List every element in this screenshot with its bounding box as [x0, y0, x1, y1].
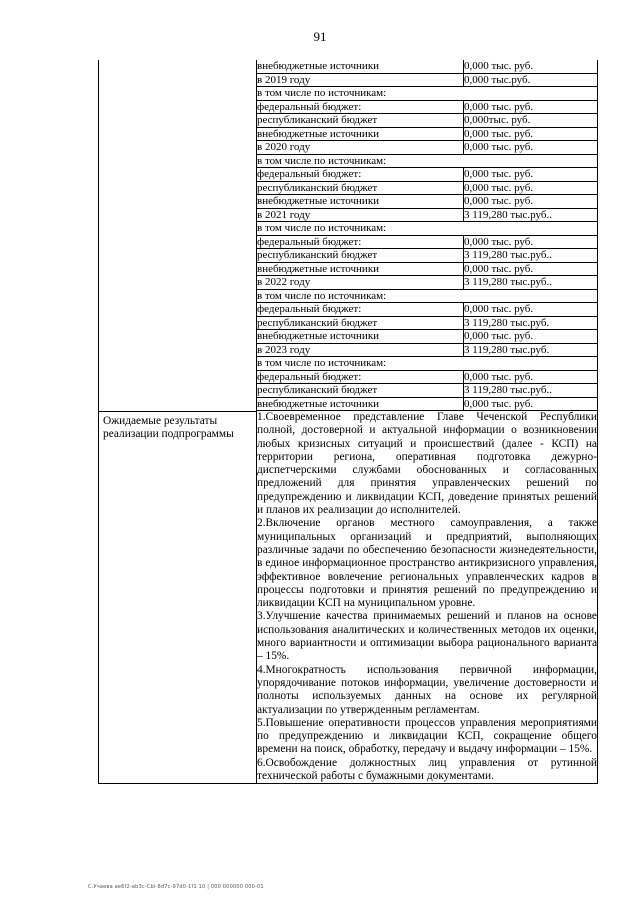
result-item: 6.Освобождение должностных лиц управления от рутинной технической работы с бумажными документами. — [257, 756, 597, 783]
funding-row-label: внебюджетные источники — [257, 60, 464, 73]
funding-row-label: в 2021 году — [257, 208, 464, 222]
funding-row-label: федеральный бюджет: — [257, 235, 464, 249]
funding-row — [257, 330, 597, 344]
funding-row — [257, 154, 597, 168]
footer-note: С.Учаева ae6f2-ab3c-Cbl-8d7c-97d0-1f1 10 | 000 000000 000-01 — [88, 884, 264, 890]
funding-row — [257, 222, 597, 236]
funding-label-cell — [99, 60, 257, 411]
funding-row — [257, 127, 597, 141]
funding-row-label: в том числе по источникам: — [257, 154, 597, 168]
funding-row-value: 3 119,280 тыс.руб. — [464, 343, 598, 357]
funding-row-label: республиканский бюджет — [257, 316, 464, 330]
funding-row — [257, 181, 597, 195]
funding-row-label: в 2020 году — [257, 141, 464, 155]
funding-row-value: 0,000 тыс. руб. — [464, 141, 598, 155]
program-table — [98, 60, 598, 784]
funding-row-value: 0,000 тыс. руб. — [464, 168, 598, 182]
funding-row-value: 3 119,280 тыс.руб. — [464, 316, 598, 330]
funding-row-value: 0,000 тыс. руб. — [464, 60, 598, 73]
funding-cell — [257, 60, 598, 411]
funding-row-value: 0,000 тыс. руб. — [464, 100, 598, 114]
funding-row — [257, 208, 597, 222]
funding-row-label: в 2023 году — [257, 343, 464, 357]
funding-row-label: внебюджетные источники — [257, 397, 464, 411]
funding-row-label: республиканский бюджет — [257, 181, 464, 195]
funding-row-label: в том числе по источникам: — [257, 222, 597, 236]
funding-row-label: республиканский бюджет — [257, 384, 464, 398]
funding-row-value: 0,000 тыс. руб. — [464, 262, 598, 276]
funding-row-label: в 2019 году — [257, 73, 464, 87]
funding-row — [257, 235, 597, 249]
funding-row-label: федеральный бюджет: — [257, 168, 464, 182]
funding-row — [257, 343, 597, 357]
funding-row-label: федеральный бюджет: — [257, 370, 464, 384]
funding-row — [257, 397, 597, 411]
funding-section — [99, 60, 598, 411]
funding-row — [257, 60, 597, 73]
results-section — [99, 411, 598, 784]
funding-row-label: федеральный бюджет: — [257, 303, 464, 317]
funding-row — [257, 303, 597, 317]
funding-row-value: 0,000 тыс. руб. — [464, 303, 598, 317]
result-item: 2.Включение органов местного самоуправления, а также муниципальных организаций и предприятий, выполняющих различные задачи по обеспечению безопасности жизнедеятельности, в единое информационное пространство антикризисного управления, эффективное вовлечение региональных управленческих кадров в процессы подготовки и принятия решений по предупреждению и ликвидации КСП на муниципальном уровне. — [257, 517, 597, 610]
funding-row-label: республиканский бюджет — [257, 114, 464, 128]
funding-row-value: 3 119,280 тыс.руб.. — [464, 208, 598, 222]
result-item: 4.Многократность использования первичной информации, упорядочивание потоков информации, увеличение достоверности и полноты используемых данных на основе их регулярной актуализации по утвержденным регламентам. — [257, 663, 597, 716]
funding-row-label: внебюджетные источники — [257, 127, 464, 141]
funding-row-value: 3 119,280 тыс.руб.. — [464, 384, 598, 398]
funding-row-value: 0,000 тыс.руб. — [464, 73, 598, 87]
funding-row-label: внебюджетные источники — [257, 262, 464, 276]
page-number: 91 — [313, 29, 327, 44]
funding-row — [257, 370, 597, 384]
funding-row-value: 0,000 тыс. руб. — [464, 195, 598, 209]
result-item: 1.Своевременное представление Главе Чеченской Республики полной, достоверной и актуальной информации о возникновении любых кризисных ситуаций и происшествий (далее - КСП) на территории региона, оперативная подготовка дежурно-диспетчерскими службами обоснованных и согласованных предложений для принятия управленческих решений по предупреждению и ликвидации КСП, доведение принятых решений и планов их реализации до исполнителей. — [257, 411, 597, 517]
funding-row — [257, 100, 597, 114]
funding-row-label: в том числе по источникам: — [257, 357, 597, 371]
funding-row-value: 0,000тыс. руб. — [464, 114, 598, 128]
funding-row-value: 0,000 тыс. руб. — [464, 330, 598, 344]
funding-row — [257, 276, 597, 290]
results-content — [257, 411, 598, 784]
result-item: 5.Повышение оперативности процессов управления мероприятиями по предупреждению и ликвидации КСП, сокращение общего времени на поиск, обработку, передачу и выдачу информации – 15%. — [257, 716, 597, 756]
funding-row — [257, 357, 597, 371]
funding-row — [257, 316, 597, 330]
funding-row — [257, 73, 597, 87]
funding-row-value: 0,000 тыс. руб. — [464, 127, 598, 141]
funding-row-label: федеральный бюджет: — [257, 100, 464, 114]
funding-row — [257, 384, 597, 398]
funding-row-label: в том числе по источникам: — [257, 289, 597, 303]
funding-row-value: 0,000 тыс. руб. — [464, 370, 598, 384]
funding-row-value: 3 119,280 тыс.руб.. — [464, 276, 598, 290]
result-item: 3.Улучшение качества принимаемых решений и планов на основе использования аналитических и количественных методов их оценки, много вариантности и оптимизации выбора рационального варианта – 15%. — [257, 610, 597, 663]
funding-row-value: 0,000 тыс. руб. — [464, 235, 598, 249]
funding-row-value: 0,000 тыс. руб. — [464, 181, 598, 195]
funding-table — [257, 60, 597, 411]
funding-row — [257, 249, 597, 263]
funding-row — [257, 262, 597, 276]
funding-row — [257, 87, 597, 101]
results-label: Ожидаемые результаты реализации подпрограммы — [99, 411, 257, 784]
funding-row-label: внебюджетные источники — [257, 330, 464, 344]
funding-row — [257, 289, 597, 303]
funding-row — [257, 168, 597, 182]
funding-row-value: 0,000 тыс. руб. — [464, 397, 598, 411]
funding-row — [257, 195, 597, 209]
funding-row-value: 3 119,280 тыс.руб.. — [464, 249, 598, 263]
funding-row-label: внебюджетные источники — [257, 195, 464, 209]
funding-row-label: в 2022 году — [257, 276, 464, 290]
funding-row-label: в том числе по источникам: — [257, 87, 597, 101]
funding-row-label: республиканский бюджет — [257, 249, 464, 263]
funding-row — [257, 114, 597, 128]
funding-row — [257, 141, 597, 155]
